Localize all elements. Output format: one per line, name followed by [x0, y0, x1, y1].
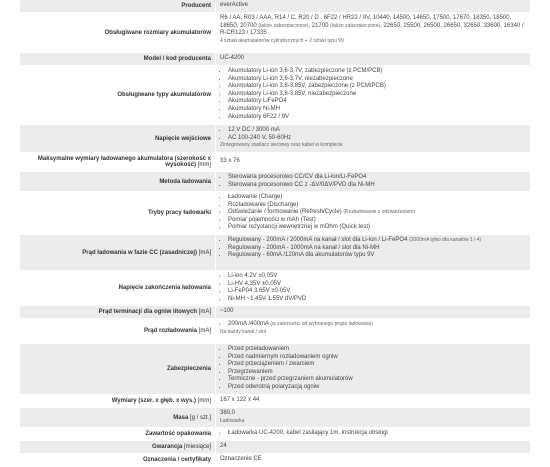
spec-row-warranty	[20, 441, 530, 454]
spec-row-end-voltage	[20, 271, 530, 306]
spec-value: 33 x 76	[215, 153, 530, 171]
spec-value: • 200mA /400mA (w zależności od wybranego prądu ładowania) Na każdy kanał / slot	[215, 319, 530, 343]
spec-value	[215, 192, 530, 234]
spec-row-max-dimensions	[20, 153, 530, 172]
spec-value: R6 / AA, R03 / AAA, R14 / C, R20 / D , 6F22 / HR22 / 9V, 10440, 14500, 14650, 17500, 17670, 18350, 18500, 18650, 20700 (także zabezpieczone), 21700 (także zabezpieczone), 22650, 25500, 26500, 26650, 32650, 33600, 16340 / R-CR123 / 17335 4 sztuki akumulatorów cylindrycznych + 2 sztuki typu 9V	[215, 13, 530, 52]
spec-label: Model / kod producenta	[20, 53, 215, 65]
spec-row-termination-current	[20, 306, 530, 319]
spec-label: Oznaczenia / certyfikaty	[20, 454, 215, 466]
spec-row-package-contents	[20, 428, 530, 441]
spec-label: Prąd terminacji dla ogniw litowych [mA]	[20, 306, 215, 318]
spec-value: Oznaczenie CE	[215, 454, 530, 466]
spec-value: everActive	[215, 0, 530, 12]
spec-value	[215, 235, 530, 270]
list-item: • 12 V DC / 3000 mA	[228, 127, 526, 135]
list-item: • 200mA /400mA (w zależności od wybranego prądu ładowania)	[228, 321, 526, 329]
spec-label: Metoda ładowania	[20, 172, 215, 191]
spec-row-discharge-current	[20, 319, 530, 344]
list-item: • Regulowany - 60mA /120mA dla akumulatorów typu 9V	[228, 252, 526, 260]
list-item: • Przed odwrotną polaryzacją ogniw	[228, 384, 526, 392]
spec-value: • 12 V DC / 3000 mA • AC 100-240 V, 50-60Hz Zintegrowany zasilacz sieciowy oraz kabel w komplecie	[215, 125, 530, 152]
list-item: • Li-HV 4.35V ±0,05V	[228, 281, 526, 289]
spec-row-charging-method	[20, 172, 530, 192]
spec-label: Maksymalne wymiary ładowanego akumulatora (szerokość x wysokość) [mm]	[20, 153, 215, 171]
list-item: • Przegrzewaniem	[228, 369, 526, 377]
list-item: • Akumulatory Li-ion 3,8-3,85V, niezabezpieczone	[228, 91, 526, 99]
spec-value: UC-4200	[215, 53, 530, 65]
list-item: • Akumulatory 6F22 / 9V	[228, 114, 526, 122]
spec-row-model	[20, 53, 530, 66]
list-item: • Przed przeciążeniem / zwarciem	[228, 361, 526, 369]
spec-label: Masa [g / szt.]	[20, 408, 215, 427]
list-item: • Akumulatory Li-ion 3,6-3,7V, zabezpieczone (z PCM/PCB)	[228, 68, 526, 76]
spec-label: Zabezpieczenia	[20, 344, 215, 394]
spec-label: Obsługiwane rozmiary akumulatorów	[20, 13, 215, 52]
list-item: • Ni-MH ~1.45V-1.55V dV/PVD	[228, 296, 526, 304]
spec-row-input-voltage	[20, 125, 530, 153]
spec-row-charge-current	[20, 235, 530, 271]
spec-value: 24	[215, 441, 530, 453]
spec-row-dimensions	[20, 395, 530, 408]
list-item: • Sterowana procesorowo CC/CV dla Li-ion/Li-FePO4	[228, 174, 526, 182]
list-item: • Regulowany - 200mA / 2000mA na kanał / slot dla Li-ion / Li-FePO4 (2000mA tylko dla kanałów 1 i 4)	[228, 237, 526, 245]
spec-row-battery-types	[20, 66, 530, 125]
spec-label: Napięcie zakończenia ładowania	[20, 271, 215, 305]
spec-row-weight	[20, 408, 530, 428]
spec-value	[215, 271, 530, 305]
spec-value	[215, 66, 530, 124]
spec-label: Wymiary (szer. x głęb. x wys.) [mm]	[20, 395, 215, 407]
list-item: • Akumulatory Ni-MH	[228, 106, 526, 114]
list-item: • Li-ion 4.2V ±0,05V	[228, 273, 526, 281]
list-item: • Odświeżanie / formowanie (Refresh/Cycle) (Rozładowanie z odświeżaniem)	[228, 209, 526, 217]
spec-value	[215, 344, 530, 394]
spec-label: Prąd rozładowania [mA]	[20, 319, 215, 343]
spec-table	[20, 0, 530, 467]
list-item: • Przed przeładowaniem	[228, 346, 526, 354]
list-item: • Przed nadmiernym rozładowaniem ogniw	[228, 354, 526, 362]
list-item: • Regulowany - 200mA - 1000mA na kanał / slot dla Ni-MH	[228, 245, 526, 253]
spec-value: 167 x 122 x 44	[215, 395, 530, 407]
spec-value	[215, 428, 530, 440]
spec-row-modes	[20, 192, 530, 235]
spec-value: ~100	[215, 306, 530, 318]
spec-label: Tryby pracy ładowarki	[20, 192, 215, 234]
spec-row-battery-sizes	[20, 13, 530, 53]
list-item: • Li-FeP04 3.65V ±0,05V	[228, 288, 526, 296]
spec-label: Obsługiwane typy akumulatorów	[20, 66, 215, 124]
list-item: • Akumulatory LiFePO4	[228, 98, 526, 106]
spec-value: 380,0 Ładowarka	[215, 408, 530, 427]
list-item: • Termiczne - przed przegrzaniem akumulatorów	[228, 376, 526, 384]
spec-label: Producent	[20, 0, 215, 12]
list-item: • Sterowana procesorowo CC z -ΔV/0ΔV/PVD dla Ni-MH	[228, 182, 526, 190]
list-item: • Pomiar rezystancji wewnętrznej w mOhm (Quick test)	[228, 224, 526, 232]
spec-row-protections	[20, 344, 530, 395]
list-item: • Rozładowanie (Discharge)	[228, 202, 526, 210]
list-item: • Pomiar pojemności w mAh (Test)	[228, 217, 526, 225]
spec-label: Napięcie wejściowe	[20, 125, 215, 152]
list-item: • Ładowanie (Charge)	[228, 194, 526, 202]
spec-row-producer	[20, 0, 530, 13]
spec-label: Prąd ładowania w fazie CC (zasadniczej) [mA]	[20, 235, 215, 270]
list-item: • Ładowarka UC-4200, kabel zasilający 1m, instrukcja obsługi	[228, 430, 526, 438]
spec-label: Gwarancja [miesiące]	[20, 441, 215, 453]
list-item: • AC 100-240 V, 50-60Hz	[228, 135, 526, 143]
spec-row-certificates	[20, 454, 530, 467]
list-item: • Akumulatory Li-ion 3,8-3,85V, zabezpieczone (z PCM/PCB)	[228, 83, 526, 91]
spec-value	[215, 172, 530, 191]
list-item: • Akumulatory Li-ion 3,6-3,7V, niezabezpieczone	[228, 76, 526, 84]
spec-label: Zawartość opakowania	[20, 428, 215, 440]
